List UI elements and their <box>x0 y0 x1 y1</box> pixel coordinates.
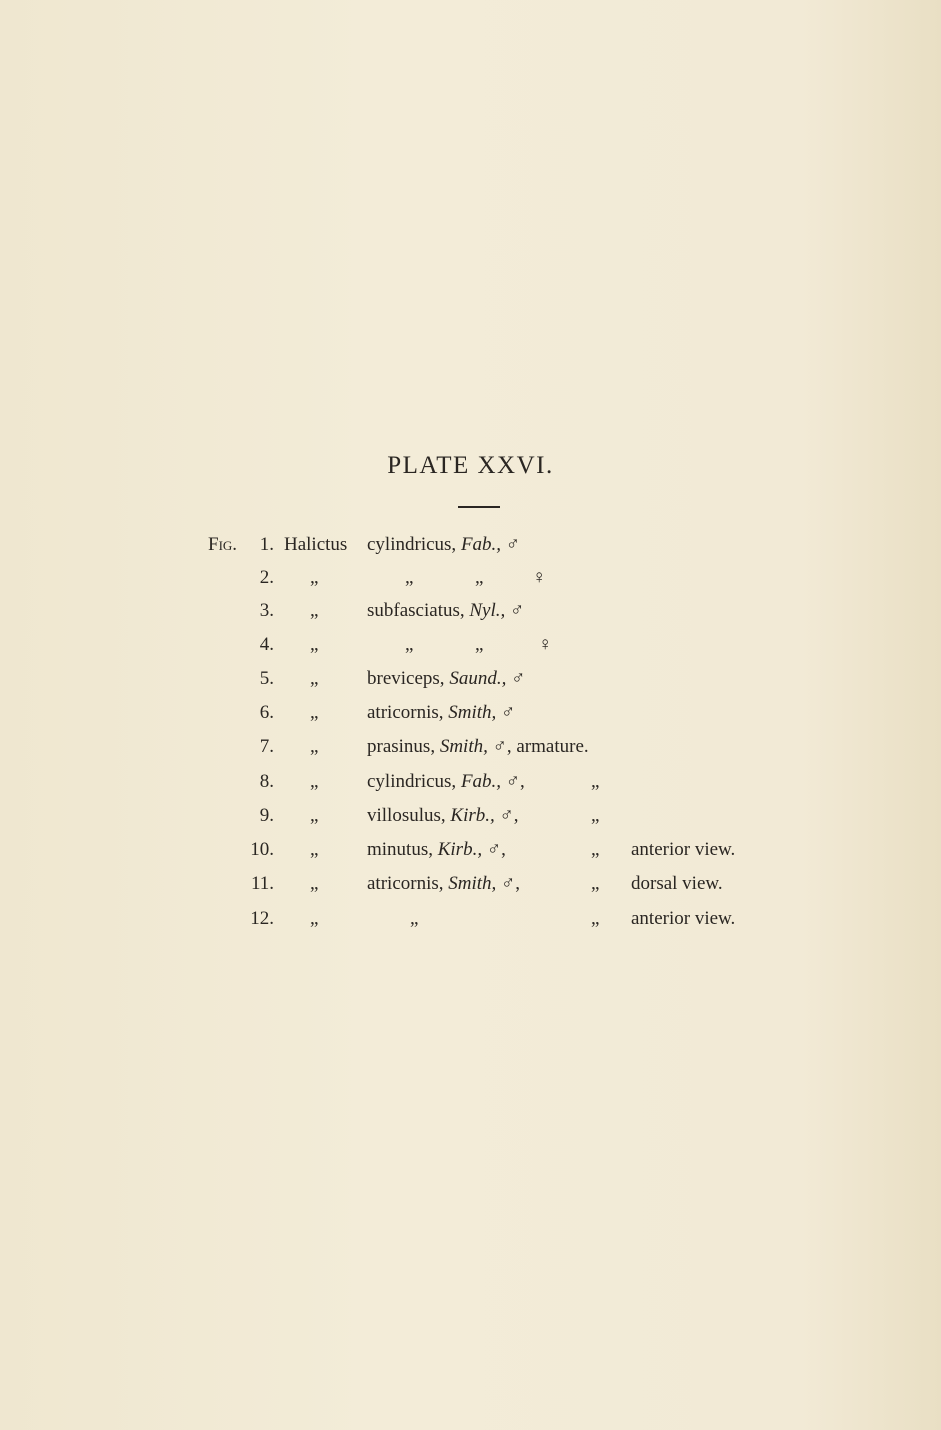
species-entry <box>367 596 524 626</box>
figure-number: 12. <box>250 908 274 929</box>
legend-row <box>0 530 941 560</box>
ditto-mark: „ <box>310 908 319 929</box>
author-name: Kirb., <box>437 839 483 860</box>
legend-row <box>0 835 941 865</box>
author-name: Saund., <box>449 668 507 689</box>
ditto-mark-note: „ <box>591 805 600 826</box>
species-entry <box>367 732 589 762</box>
legend-row <box>0 767 941 797</box>
author-name: Fab., <box>460 534 502 555</box>
ditto-mark: „ <box>310 702 319 723</box>
legend-row <box>0 596 941 626</box>
figure-number: 2. <box>259 567 274 588</box>
view-label: anterior view. <box>631 839 736 860</box>
figure-number: 1. <box>259 534 274 555</box>
view-label: anterior view. <box>631 908 736 929</box>
species-name: subfasciatus, <box>367 600 465 621</box>
title-rule <box>458 506 500 508</box>
genus-name: Halictus <box>284 534 348 555</box>
sex-symbol: ♂, <box>499 805 519 826</box>
ditto-mark: „ <box>310 839 319 860</box>
legend-row <box>0 698 941 728</box>
species-entry <box>367 664 525 694</box>
sex-symbol: ♂, <box>501 873 521 894</box>
sex-symbol: ♂ <box>501 702 516 723</box>
ditto-mark: „ <box>310 600 319 621</box>
legend-row <box>0 904 941 934</box>
ditto-mark-note: „ <box>591 839 600 860</box>
species-name: prasinus, <box>367 736 436 757</box>
author-name: Smith, <box>448 873 497 894</box>
species-entry <box>367 698 515 728</box>
ditto-mark-note: „ <box>591 908 600 929</box>
plate-title: PLATE XXVI. <box>387 452 554 479</box>
fig-label: Fig. <box>208 534 238 555</box>
figure-number: 7. <box>259 736 274 757</box>
ditto-mark: „ <box>310 873 319 894</box>
ditto-mark: „ <box>310 771 319 792</box>
author-name: Smith, <box>439 736 488 757</box>
author-name: Kirb., <box>450 805 495 826</box>
author-name: Smith, <box>448 702 497 723</box>
species-name: minutus, <box>367 839 433 860</box>
species-entry <box>367 767 525 797</box>
legend-row <box>0 869 941 899</box>
sex-symbol: ♂, <box>492 736 512 757</box>
ditto-mark: „ <box>310 634 319 655</box>
figure-number: 10. <box>250 839 274 860</box>
species-name: atricornis, <box>367 702 444 723</box>
species-name: cylindricus, <box>367 771 457 792</box>
sex-symbol: ♀ <box>538 634 553 655</box>
author-name: Nyl., <box>469 600 506 621</box>
ditto-mark: „ <box>310 805 319 826</box>
sex-symbol: ♀ <box>532 567 547 588</box>
species-name: cylindricus, <box>367 534 457 555</box>
figure-number: 8. <box>259 771 274 792</box>
species-name: breviceps, <box>367 668 445 689</box>
species-ditto: „ <box>410 908 419 929</box>
legend-row <box>0 664 941 694</box>
legend-row <box>0 732 941 762</box>
ditto-mark: „ <box>310 736 319 757</box>
ditto-mark: „ <box>310 567 319 588</box>
sex-symbol: ♂ <box>511 668 526 689</box>
author-ditto: „ <box>475 634 484 655</box>
species-name: atricornis, <box>367 873 444 894</box>
species-entry <box>367 801 519 831</box>
ditto-mark-note: „ <box>591 873 600 894</box>
legend-row <box>0 563 941 593</box>
legend-row <box>0 630 941 660</box>
species-ditto: „ <box>405 567 414 588</box>
figure-number: 6. <box>259 702 274 723</box>
species-entry <box>367 869 520 899</box>
author-ditto: „ <box>475 567 484 588</box>
ditto-mark-note: „ <box>591 771 600 792</box>
view-label: dorsal view. <box>631 873 723 894</box>
species-name: villosulus, <box>367 805 446 826</box>
figure-number: 9. <box>259 805 274 826</box>
author-name: Fab., <box>460 771 502 792</box>
sex-symbol: ♂, <box>486 839 506 860</box>
ditto-mark: „ <box>310 668 319 689</box>
species-ditto: „ <box>405 634 414 655</box>
sex-symbol: ♂ <box>505 534 521 555</box>
sex-symbol: ♂, <box>505 771 525 792</box>
species-entry <box>367 530 520 560</box>
figure-number: 11. <box>250 873 274 894</box>
legend-row <box>0 801 941 831</box>
figure-number: 3. <box>259 600 274 621</box>
figure-number: 4. <box>259 634 274 655</box>
entry-note: armature. <box>516 736 589 757</box>
species-entry <box>367 835 506 865</box>
figure-number: 5. <box>259 668 274 689</box>
sex-symbol: ♂ <box>510 600 525 621</box>
